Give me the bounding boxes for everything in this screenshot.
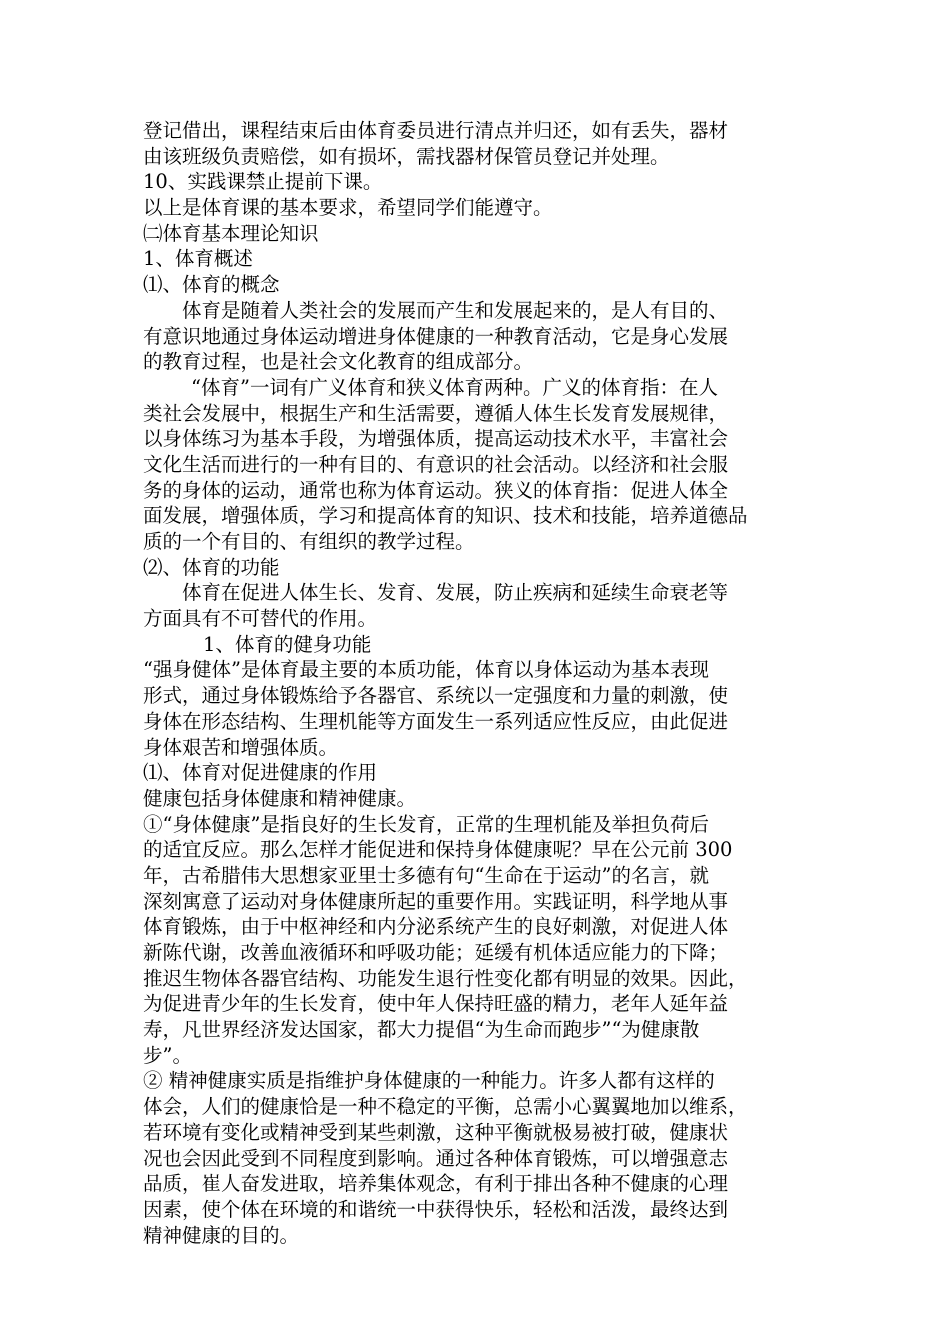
paragraph-first-line: “体育”一词有广义体育和狭义体育两种。广义的体育指：在人 — [191, 375, 718, 399]
text-line: 方面具有不可替代的作用。 — [143, 607, 378, 631]
text-line: 务的身体的运动，通常也称为体育运动。狭义的体育指：促进人体全 — [143, 478, 729, 502]
text-line: 以上是体育课的基本要求，希望同学们能遵守。 — [143, 196, 553, 220]
subsection-heading: 1、体育的健身功能 — [203, 632, 372, 656]
text-line: 形式，通过身体锻炼给予各器官、系统以一定强度和力量的刺激，使 — [143, 684, 729, 708]
text-line: 文化生活而进行的一种有目的、有意识的社会活动。以经济和社会服 — [143, 452, 729, 476]
paragraph-first-line: 体育在促进人体生长、发育、发展，防止疾病和延续生命衰老等 — [182, 581, 729, 605]
text-line: 况也会因此受到不同程度到影响。通过各种体育锻炼，可以增强意志 — [143, 1146, 729, 1170]
subsection-heading: 1、体育概述 — [143, 247, 253, 271]
subsection-heading: ⑴、体育的概念 — [143, 273, 280, 297]
text-line: 健康包括身体健康和精神健康。 — [143, 786, 417, 810]
subsection-heading: ⑵、体育的功能 — [143, 555, 280, 579]
text-line: 步”。 — [143, 1043, 192, 1067]
text-line: ①“身体健康”是指良好的生长发育，正常的生理机能及举担负荷后 — [143, 812, 709, 836]
paragraph-first-line: 体育是随着人类社会的发展而产生和发展起来的，是人有目的、 — [182, 298, 729, 322]
text-line: 为促进青少年的生长发育，使中年人保持旺盛的精力，老年人延年益 — [143, 992, 729, 1016]
text-line: 新陈代谢，改善血液循环和呼吸功能；延缓有机体适应能力的下降； — [143, 941, 729, 964]
text-line: 身体在形态结构、生理机能等方面发生一系列适应性反应，由此促进 — [143, 709, 729, 733]
text-line: 类社会发展中，根据生产和生活需要，遵循人体生长发育发展规律， — [143, 401, 729, 425]
text-line: 面发展，增强体质，学习和提高体育的知识、技术和技能，培养道德品 — [143, 504, 748, 528]
text-line: 以身体练习为基本手段，为增强体质，提高运动技术水平，丰富社会 — [143, 427, 729, 451]
text-line: 体会，人们的健康恰是一种不稳定的平衡，总需小心翼翼地加以维系， — [143, 1095, 748, 1119]
section-heading: ㈡体育基本理论知识 — [143, 221, 319, 245]
text-line: 寿，凡世界经济发达国家，都大力提倡“为生命而跑步”“为健康散 — [143, 1018, 700, 1042]
text-line: 推迟生物体各器官结构、功能发生退行性变化都有明显的效果。因此， — [143, 966, 748, 990]
text-line: 的教育过程，也是社会文化教育的组成部分。 — [143, 350, 534, 374]
text-line: 品质，崔人奋发进取，培养集体观念，有利于排出各种不健康的心理 — [143, 1172, 729, 1196]
text-line: 身体艰苦和增强体质。 — [143, 735, 339, 759]
text-line: 深刻寓意了运动对身体健康所起的重要作用。实践证明，科学地从事 — [143, 889, 729, 913]
text-line: 10、实践课禁止提前下课。 — [143, 170, 383, 194]
document-page — [143, 118, 815, 1248]
text-line: ② 精神健康实质是指维护身体健康的一种能力。许多人都有这样的 — [143, 1069, 715, 1093]
text-line: 因素，使个体在环境的和谐统一中获得快乐，轻松和活泼，最终达到 — [143, 1197, 729, 1221]
text-line: 由该班级负责赔偿，如有损坏，需找器材保管员登记并处理。 — [143, 144, 670, 168]
text-line: 体育锻炼，由于中枢神经和内分泌系统产生的良好刺激，对促进人体 — [143, 915, 729, 939]
text-line: 精神健康的目的。 — [143, 1223, 300, 1247]
text-line: 登记借出，课程结束后由体育委员进行清点并归还，如有丢失，器材 — [143, 119, 729, 142]
text-line: 有意识地通过身体运动增进身体健康的一种教育活动，它是身心发展 — [143, 324, 729, 348]
subsection-heading: ⑴、体育对促进健康的作用 — [143, 761, 378, 785]
text-line: 若环境有变化或精神受到某些刺激，这种平衡就极易被打破，健康状 — [143, 1120, 729, 1144]
text-line: 的适宜反应。那么怎样才能促进和保持身体健康呢？早在公元前 300 — [143, 838, 733, 862]
text-line: 年，古希腊伟大思想家亚里士多德有句“生命在于运动”的名言，就 — [143, 863, 709, 887]
text-line: 质的一个有目的、有组织的教学过程。 — [143, 530, 475, 553]
text-line: “强身健体”是体育最主要的本质功能，体育以身体运动为基本表现 — [143, 658, 709, 682]
